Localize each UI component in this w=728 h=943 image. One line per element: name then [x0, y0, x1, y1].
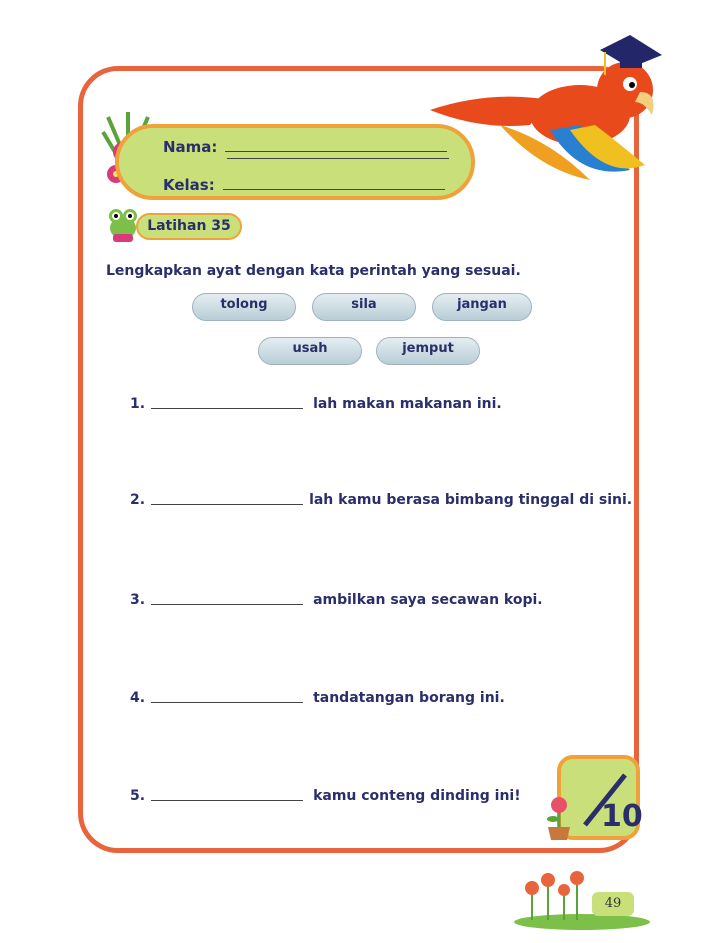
- name-row-2: [219, 158, 449, 163]
- instruction-text: Lengkapkan ayat dengan kata perintah yang sesuai.: [106, 263, 521, 279]
- student-info-box: [115, 124, 475, 200]
- answer-blank[interactable]: [151, 702, 303, 703]
- question-text: kamu conteng dinding ini!: [313, 788, 521, 804]
- question-number: 5.: [130, 788, 146, 804]
- flower-pot-icon: [542, 793, 576, 841]
- question-text: lah makan makanan ini.: [313, 396, 502, 412]
- question-2: [130, 492, 632, 508]
- class-label: Kelas:: [163, 176, 215, 194]
- question-text: tandatangan borang ini.: [313, 690, 505, 706]
- page-number: 49: [592, 892, 634, 916]
- name-line-2[interactable]: [227, 158, 449, 159]
- class-line[interactable]: [223, 189, 445, 190]
- answer-blank[interactable]: [151, 408, 303, 409]
- question-1: [130, 396, 502, 412]
- question-4: [130, 690, 505, 706]
- question-text: ambilkan saya secawan kopi.: [313, 592, 543, 608]
- word-jemput[interactable]: jemput: [376, 337, 480, 365]
- class-row: [163, 176, 445, 194]
- question-number: 3.: [130, 592, 146, 608]
- question-text: lah kamu berasa bimbang tinggal di sini.: [309, 492, 633, 508]
- answer-blank[interactable]: [151, 800, 303, 801]
- answer-blank[interactable]: [151, 504, 303, 505]
- question-number: 4.: [130, 690, 146, 706]
- frog-icon: [107, 208, 139, 244]
- word-sila[interactable]: sila: [312, 293, 416, 321]
- name-line[interactable]: [225, 151, 447, 152]
- exercise-title: Latihan 35: [136, 213, 242, 240]
- word-tolong[interactable]: tolong: [192, 293, 296, 321]
- question-5: [130, 788, 521, 804]
- name-label: Nama:: [163, 138, 218, 156]
- question-3: [130, 592, 543, 608]
- question-number: 2.: [130, 492, 146, 508]
- name-row: [163, 138, 447, 156]
- word-jangan[interactable]: jangan: [432, 293, 532, 321]
- answer-blank[interactable]: [151, 604, 303, 605]
- question-number: 1.: [130, 396, 146, 412]
- score-total: 10: [601, 799, 643, 834]
- word-usah[interactable]: usah: [258, 337, 362, 365]
